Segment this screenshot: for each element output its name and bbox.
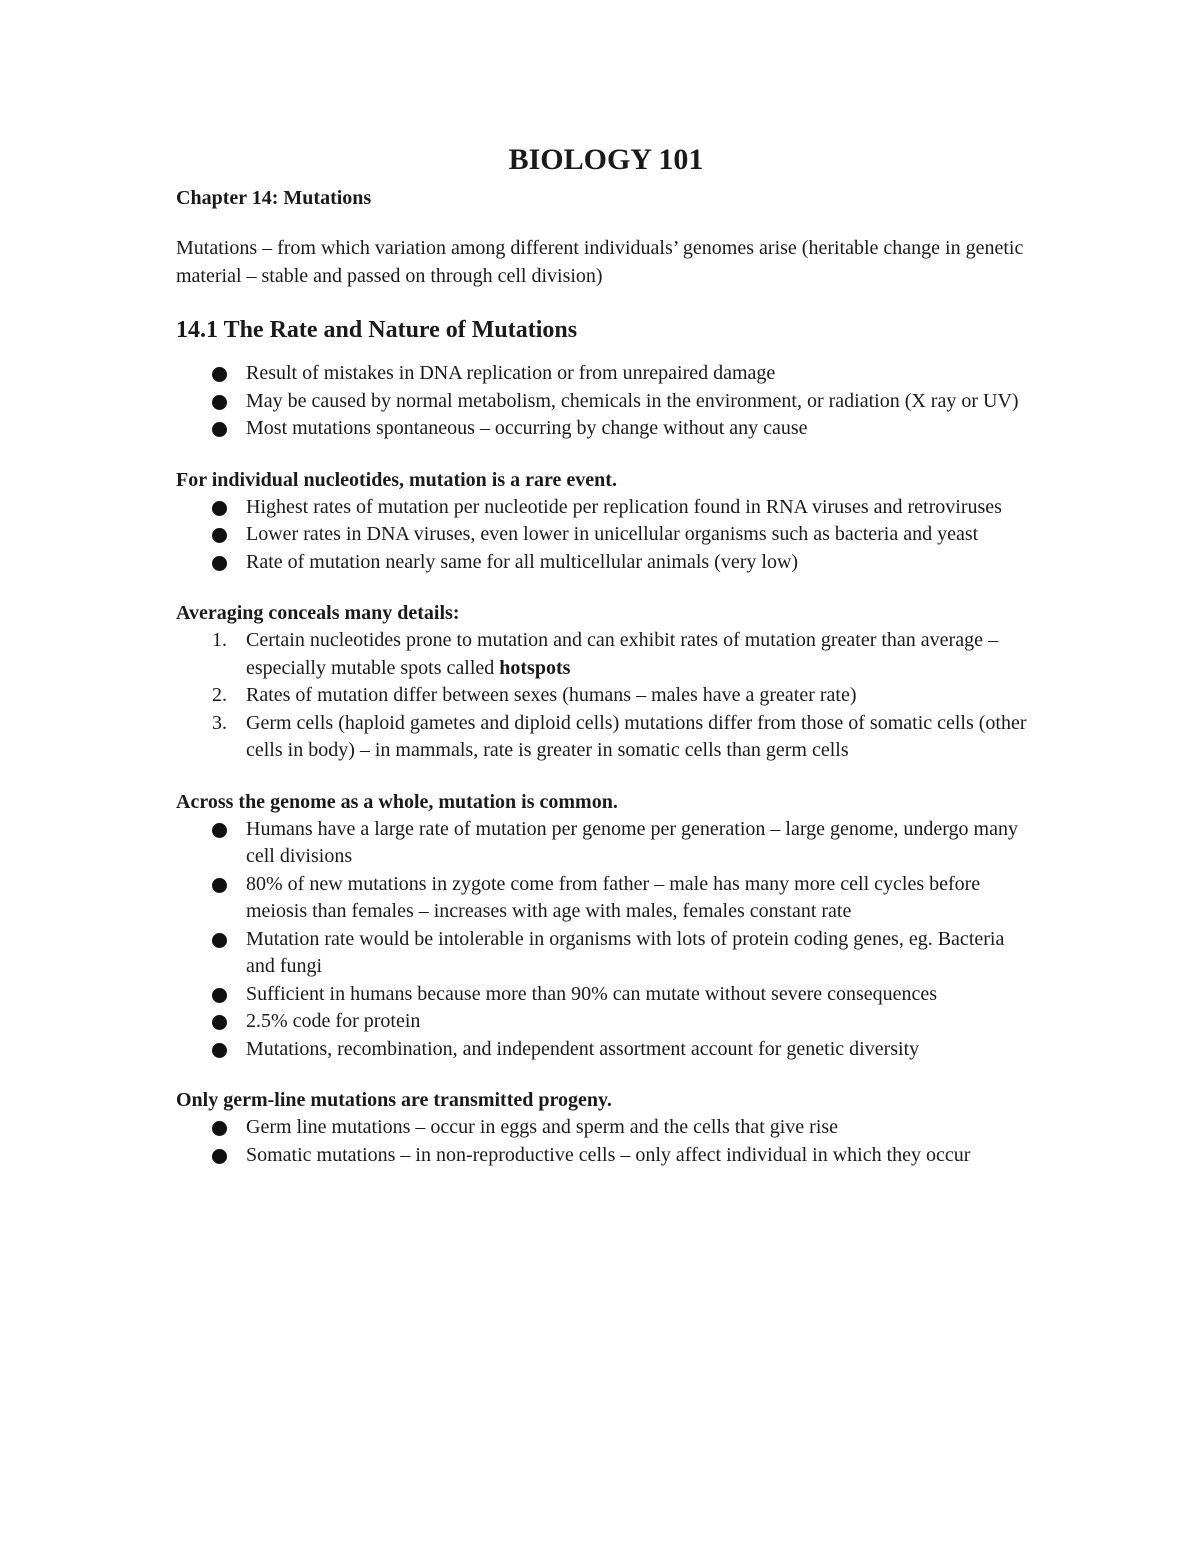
list-item-text: Rates of mutation differ between sexes (humans – males have a greater rate) bbox=[246, 684, 857, 706]
chapter-heading: Chapter 14: Mutations bbox=[176, 187, 372, 209]
list-item bbox=[176, 981, 1036, 1009]
list-item bbox=[176, 871, 1036, 926]
list-item bbox=[176, 926, 1036, 981]
list-item-text: 2.5% code for protein bbox=[246, 1010, 421, 1032]
list-item-text: Mutations, recombination, and independent assortment account for genetic diversity bbox=[246, 1037, 920, 1060]
list-item bbox=[176, 521, 1036, 549]
averaging-heading: Averaging conceals many details: bbox=[176, 602, 460, 624]
bullet-icon bbox=[212, 422, 227, 437]
bullet-icon bbox=[212, 1015, 227, 1030]
list-item bbox=[176, 549, 1036, 577]
list-item-text: Most mutations spontaneous – occurring by change without any cause bbox=[246, 417, 808, 439]
bullet-icon bbox=[212, 556, 227, 571]
list-item-text: Certain nucleotides prone to mutation and can exhibit rates of mutation greater than average – especially mutable spots called bbox=[246, 629, 998, 679]
list-item bbox=[176, 388, 1036, 416]
list-item-text: 80% of new mutations in zygote come from father – male has many more cell cycles before meiosis than females – increases with age with males, females constant rate bbox=[246, 872, 981, 922]
item-number: 3. bbox=[212, 711, 227, 734]
item-number: 1. bbox=[212, 629, 227, 651]
germline-heading: Only germ-line mutations are transmitted progeny. bbox=[176, 1089, 612, 1111]
bullet-icon bbox=[212, 823, 227, 838]
bullet-icon bbox=[212, 395, 227, 410]
list-item bbox=[176, 1036, 1036, 1064]
numbered-item bbox=[176, 682, 1036, 710]
bullet-icon bbox=[212, 878, 227, 893]
list-item-text: Somatic mutations – in non-reproductive cells – only affect individual in which they occur bbox=[246, 1143, 971, 1166]
list-item bbox=[176, 415, 1036, 443]
intro-paragraph: Mutations – from which variation among different individuals’ genomes arise (heritable change in genetic material – stable and passed on through cell division) bbox=[176, 237, 1024, 287]
section-heading: 14.1 The Rate and Nature of Mutations bbox=[176, 317, 578, 343]
list-item-text: Rate of mutation nearly same for all multicellular animals (very low) bbox=[246, 550, 799, 573]
list-item bbox=[176, 360, 1036, 388]
list-item-text: Lower rates in DNA viruses, even lower in unicellular organisms such as bacteria and yeast bbox=[246, 523, 979, 545]
bullet-icon bbox=[212, 1149, 227, 1164]
bullet-icon bbox=[212, 501, 227, 516]
section-bullet-list bbox=[176, 360, 1036, 443]
list-item bbox=[176, 816, 1036, 871]
germline-bullet-list bbox=[176, 1114, 1036, 1169]
averaging-numbered-list bbox=[176, 627, 1036, 765]
bullet-icon bbox=[212, 933, 227, 948]
list-item-text: Germ cells (haploid gametes and diploid cells) mutations differ from those of somatic cells (other cells in body) – in mammals, rate is greater in somatic cells than germ cells bbox=[246, 711, 1027, 761]
list-item-text: Highest rates of mutation per nucleotide per replication found in RNA viruses and retroviruses bbox=[246, 495, 1002, 518]
bullet-icon bbox=[212, 528, 227, 543]
document-title: BIOLOGY 101 bbox=[508, 143, 704, 176]
list-item-text: May be caused by normal metabolism, chemicals in the environment, or radiation (X ray or UV) bbox=[246, 389, 1019, 412]
common-bullet-list bbox=[176, 816, 1036, 1064]
document-page bbox=[176, 138, 1036, 1169]
rare-event-heading: For individual nucleotides, mutation is a rare event. bbox=[176, 468, 617, 491]
list-item bbox=[176, 1114, 1036, 1142]
bullet-icon bbox=[212, 1043, 227, 1058]
list-item-text: Germ line mutations – occur in eggs and sperm and the cells that give rise bbox=[246, 1116, 839, 1138]
list-item-text: Mutation rate would be intolerable in organisms with lots of protein coding genes, eg. Bacteria and fungi bbox=[246, 927, 1005, 977]
bullet-icon bbox=[212, 988, 227, 1003]
numbered-item bbox=[176, 627, 1036, 682]
numbered-item bbox=[176, 710, 1036, 765]
list-item bbox=[176, 1142, 1036, 1170]
list-item-text: Sufficient in humans because more than 90% can mutate without severe consequences bbox=[246, 982, 938, 1005]
bullet-icon bbox=[212, 367, 227, 382]
item-number: 2. bbox=[212, 684, 227, 706]
bullet-icon bbox=[212, 1121, 227, 1136]
list-item bbox=[176, 494, 1036, 522]
common-heading: Across the genome as a whole, mutation is common. bbox=[176, 790, 618, 813]
rare-event-bullet-list bbox=[176, 494, 1036, 577]
list-item-text: Humans have a large rate of mutation per genome per generation – large genome, undergo many cell divisions bbox=[246, 817, 1018, 867]
hotspots-term: hotspots bbox=[499, 656, 571, 679]
list-item-text: Result of mistakes in DNA replication or from unrepaired damage bbox=[246, 362, 776, 384]
list-item bbox=[176, 1008, 1036, 1036]
